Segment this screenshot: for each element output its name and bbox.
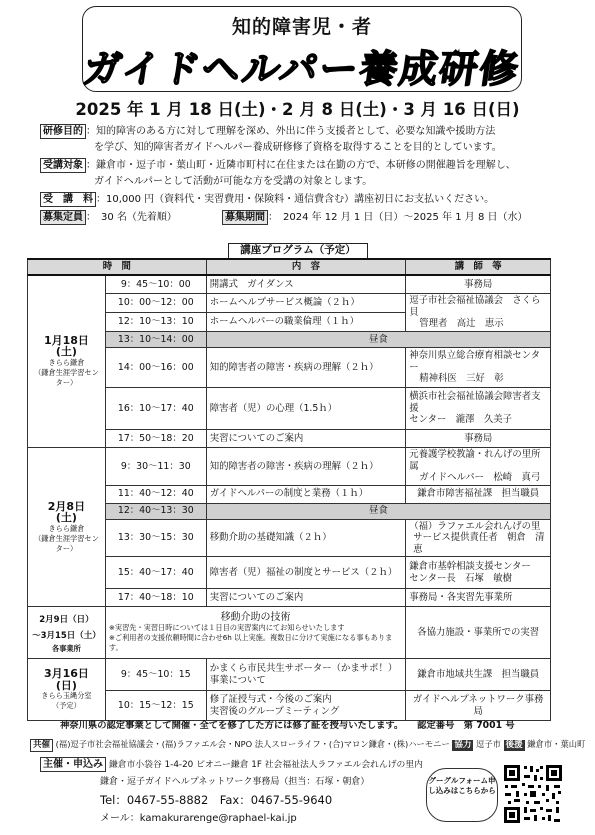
support-text: 鎌倉市・葉山町: [527, 739, 586, 749]
lecturer-line: 逗子市社会福祉協議会 さくら貝: [409, 295, 541, 318]
day4-date: 3月16日: [43, 667, 89, 680]
period-label: 募集期間: [222, 210, 268, 225]
time-cell: 9：30～11：30: [105, 448, 206, 486]
content-cell: 知的障害者の障害・疾病の理解（２ｈ）: [206, 448, 406, 486]
purpose-text-2: を学び、知的障害者ガイドヘルパー養成研修修了資格を取得することを目的としています。: [94, 142, 502, 153]
cohost-label: 共催: [30, 739, 53, 752]
time-cell: 17：50～18：20: [105, 430, 206, 448]
organizer-label: 主催・申込み: [40, 757, 106, 772]
time-cell: 10：00～12：00: [105, 294, 206, 313]
day3-venue: 各事業所: [52, 643, 81, 653]
content-cell: かまくら市民共生サポーター（かまサポ！）事業について: [206, 659, 406, 691]
cohost-text: (福)逗子市社会福祉協議会・(福)ラファエル会・NPO 法人スローライフ・(合)マロン鎌倉・(株)ハーモニー: [55, 739, 450, 749]
day4-cell: [28, 659, 106, 721]
lecturer-line: ガイドヘルパー 松崎 真弓: [419, 472, 541, 483]
content-cell: 知的障害者の障害・疾病の理解（２ｈ）: [206, 348, 406, 388]
time-cell: 15：40～17：40: [105, 557, 206, 589]
lecturer-line: （福）ラファエル会れんげの里: [409, 520, 541, 532]
time-cell: 10：15～12：15: [105, 691, 206, 721]
purpose-label: 研修目的: [40, 124, 86, 139]
event-dates: 2025 年 1 月 18 日(土)・2 月 8 日(土)・3 月 16 日(日): [75, 100, 520, 119]
content-cell: 開講式 ガイダンス: [206, 275, 406, 294]
table-row: [28, 348, 551, 388]
content-cell: [206, 691, 406, 721]
table-header-row: [28, 259, 551, 275]
table-row: [28, 557, 551, 589]
lecturer-line: センター 瀧澤 久美子: [409, 414, 513, 426]
content-cell: ホームヘルプサービス概論（２ｈ）: [206, 294, 406, 313]
lecturer-cell: 各協力施設・事業所での実習: [406, 607, 551, 659]
period-text: ： 2024 年 12 月 1 日（日）～2025 年 1 月 8 日（水）: [268, 212, 528, 223]
day2-dow: (土): [55, 511, 77, 524]
content-cell: 障害者（児）の心理（1.5ｈ）: [206, 388, 406, 430]
lecturer-cell: [406, 348, 551, 388]
support-label: 後援: [505, 740, 523, 750]
office-text: 鎌倉・逗子ガイドヘルプネットワーク事務局（担当：石塚・朝倉）: [100, 777, 370, 787]
table-row: [28, 332, 551, 348]
time-cell: 11：40～12：40: [105, 485, 206, 503]
subtitle: 知的障害児・者: [231, 16, 372, 38]
capacity-label: 募集定員: [40, 210, 86, 225]
page-title: ガイドヘルパー養成研修: [80, 46, 523, 91]
capacity-section: [40, 210, 177, 226]
lecturer-cell: [406, 294, 551, 332]
day2-cell: [28, 448, 106, 607]
target-text-2: ガイドヘルパーとして活動が可能な方を受講の対象とします。: [94, 176, 373, 187]
table-row: [28, 485, 551, 503]
table-row: [28, 388, 551, 430]
day2-venue: きらら鎌倉: [48, 523, 85, 533]
lecturer-cell: 事務局: [406, 430, 551, 448]
purpose-text-1: ：知的障害のある方に対して理解を深め、外出に伴う支援者として、必要な知識や援助方法: [86, 126, 496, 137]
lecturer-line: 横浜市社会福祉協議会障害者支援: [409, 391, 541, 414]
purpose-section: [40, 124, 495, 140]
capacity-text: ： 30 名（先着順）: [86, 212, 177, 223]
lecturer-line: 神奈川県立総合療育相談センター: [409, 350, 541, 373]
lecturer-line: サービス提供責任者 朝倉 清恵: [413, 532, 545, 555]
content-cell: 移動介助の基礎知識（２ｈ）: [206, 519, 406, 557]
practice-note-2: ※ご利用者の支援依頼時間に合わせ6h 以上実施。複数日に分けて実施になる事もあります。: [108, 633, 393, 653]
lunch-cell: 昼食: [206, 503, 550, 519]
day3-date1: 2月9日（日）: [39, 614, 94, 625]
header-lecturer: 講 師 等: [406, 259, 551, 275]
content-line: 実習後のグループミーティング: [209, 705, 340, 717]
day4-venue: きらら玉縄分室: [41, 691, 92, 700]
day1-cell: [28, 275, 106, 448]
target-text-1: ：鎌倉市・逗子市・葉山町・近隣市町村に在住または在勤の方で、本研修の開催趣旨を理解し、: [86, 160, 516, 171]
day2-venue2: （鎌倉生涯学習センター）: [34, 533, 99, 553]
content-cell: 実習についてのご案内: [206, 430, 406, 448]
practice-note-1: ※実習先・実習日時については１日目の実習案内にてお知らせいたします: [108, 623, 345, 633]
time-cell: 9：45～10：15: [105, 659, 206, 691]
table-row: [28, 691, 551, 721]
time-cell: 16：10～17：40: [105, 388, 206, 430]
content-cell: 実習についてのご案内: [206, 589, 406, 607]
program-table: [27, 258, 551, 721]
sponsors-line: [30, 737, 585, 752]
target-section: [40, 158, 516, 174]
table-row: [28, 430, 551, 448]
table-row: [28, 589, 551, 607]
fee-section: [40, 192, 494, 208]
lunch-cell: 昼食: [206, 332, 550, 348]
table-row: [28, 294, 551, 313]
coop-text: 逗子市: [476, 739, 501, 749]
day3-cell: [28, 607, 106, 659]
fee-label: 受 講 料: [40, 192, 96, 207]
header-time: 時 間: [28, 259, 207, 275]
day3-date2: ～3月15日（土）: [32, 630, 101, 641]
email-text: メール：kamakurarenge@raphael-kai.jp: [100, 813, 297, 824]
content-cell: ガイドヘルパーの制度と業務（１ｈ）: [206, 485, 406, 503]
certification-note: 神奈川県の認定事業として開催・全てを修了した方には修了証を授与いたします。 認定番号 第 7001 号: [60, 720, 515, 731]
table-row: [28, 448, 551, 486]
lecturer-cell: ガイドヘルプネットワーク事務局: [406, 691, 551, 721]
day4-venue2: （予定）: [52, 701, 81, 710]
lecturer-line: 精神科医 三好 彰: [419, 373, 504, 385]
lecturer-cell: 鎌倉市障害福祉課 担当職員: [406, 485, 551, 503]
lecturer-line: 鎌倉市基幹相談支援センター: [409, 561, 531, 572]
time-cell: 14：00～16：00: [105, 348, 206, 388]
lecturer-cell: [406, 519, 551, 557]
period-section: [222, 210, 528, 226]
day1-venue: きらら鎌倉: [48, 357, 85, 367]
header-content: 内 容: [206, 259, 406, 275]
day4-dow: (日): [55, 678, 77, 692]
lecturer-cell: 鎌倉市地域共生課 担当職員: [406, 659, 551, 691]
qr-code-icon[interactable]: [502, 763, 564, 825]
lecturer-line: 管理者 高辻 恵示: [419, 318, 504, 330]
content-cell: 障害者（児）福祉の制度とサービス（２ｈ）: [206, 557, 406, 589]
qr-label: グーグルフォーム申し込みはこちらから: [426, 768, 498, 822]
time-cell: 13：10～14：00: [105, 332, 206, 348]
program-title: 講座プログラム（予定）: [228, 243, 368, 259]
time-cell: 9：45～10：00: [105, 275, 206, 294]
time-cell: 17：40～18：10: [105, 589, 206, 607]
time-cell: 12：10～13：10: [105, 313, 206, 332]
table-row: [28, 275, 551, 294]
coop-label: 協力: [454, 740, 472, 750]
organizer-line: [40, 757, 423, 773]
lecturer-cell: [406, 448, 551, 486]
fee-text: ：10,000 円（資料代・実習費用・保険料・通信費含む）講座初日にお支払いください。: [96, 194, 495, 205]
practice-title: 移動介助の技術: [220, 611, 291, 623]
lecturer-cell: 事務局・各実習先事業所: [406, 589, 551, 607]
day1-dow: (土): [55, 345, 77, 359]
content-line: 修了証授与式・今後のご案内: [209, 694, 332, 705]
target-label: 受講対象: [40, 158, 86, 173]
lecturer-line: センター長 石塚 敏樹: [409, 572, 513, 584]
day1-date: 1月18日: [43, 333, 89, 347]
day1-venue2: （鎌倉生涯学習センター）: [34, 367, 99, 387]
lecturer-line: 元養護学校教諭・れんげの里所属: [409, 449, 541, 472]
practice-cell: [105, 607, 405, 659]
table-row: [28, 503, 551, 519]
table-row: [28, 659, 551, 691]
time-cell: 12：40～13：30: [105, 503, 206, 519]
day2-date: 2月8日: [47, 499, 86, 513]
time-cell: 13：30～15：30: [105, 519, 206, 557]
lecturer-cell: 事務局: [406, 275, 551, 294]
table-row: [28, 519, 551, 557]
lecturer-cell: [406, 388, 551, 430]
lecturer-cell: [406, 557, 551, 589]
content-cell: ホームヘルパーの職業倫理（１ｈ）: [206, 313, 406, 332]
table-row: [28, 607, 551, 659]
tel-fax-text: Tel：0467-55-8882 Fax：0467-55-9640: [100, 793, 333, 807]
address-text: 鎌倉市小袋谷 1-4-20 ピオニー鎌倉 1F 社会福祉法人ラファエル会れんげの里内: [108, 760, 423, 770]
